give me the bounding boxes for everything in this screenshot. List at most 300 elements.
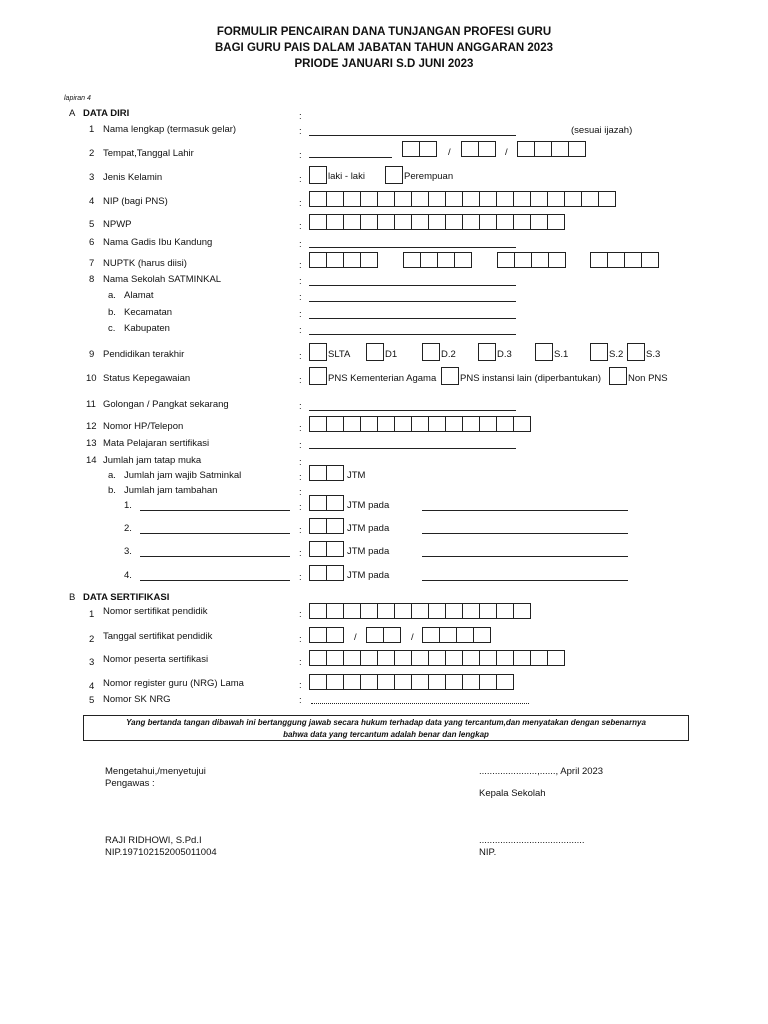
- status-label-pns-kemenag: PNS Kementerian Agama: [328, 373, 437, 384]
- colon: :: [299, 351, 302, 362]
- extra-sekolah-line[interactable]: [422, 556, 628, 557]
- extra-input-line[interactable]: [140, 510, 290, 511]
- char-box[interactable]: [496, 191, 514, 207]
- form-title-line1: FORMULIR PENCAIRAN DANA TUNJANGAN PROFESI GURU: [216, 26, 552, 38]
- char-box[interactable]: [383, 627, 401, 643]
- extra-input-line[interactable]: [140, 580, 290, 581]
- jtm-unit: JTM: [347, 470, 366, 481]
- statement-line2: bahwa data yang tercantum adalah benar dan lengkap: [283, 730, 489, 739]
- field-label-pendidikan: Pendidikan terakhir: [103, 349, 185, 360]
- kepala-sekolah-name: ........................................: [479, 835, 585, 846]
- field-label-peserta-sertifikasi: Nomor peserta sertifikasi: [103, 654, 209, 665]
- char-box[interactable]: [326, 495, 344, 511]
- colon: :: [299, 239, 302, 250]
- edu-label-s2: S.2: [609, 349, 624, 360]
- kecamatan-input-line[interactable]: [309, 318, 516, 319]
- char-box[interactable]: [479, 674, 497, 690]
- edu-checkbox-s1[interactable]: [535, 343, 553, 361]
- sk-nrg-dotted-line[interactable]: [311, 703, 529, 704]
- date-place-line: ......................,......, April 2023: [479, 766, 604, 777]
- colon: :: [299, 680, 302, 691]
- edu-label-d2: D.2: [441, 349, 456, 360]
- colon: :: [299, 609, 302, 620]
- char-box[interactable]: [309, 541, 327, 557]
- char-box[interactable]: [411, 214, 429, 230]
- char-box[interactable]: [514, 252, 532, 268]
- char-box[interactable]: [326, 214, 344, 230]
- char-box[interactable]: [547, 214, 565, 230]
- colon: :: [299, 260, 302, 271]
- char-box[interactable]: [496, 674, 514, 690]
- char-box[interactable]: [326, 465, 344, 481]
- male-checkbox[interactable]: [309, 166, 327, 184]
- status-label-non-pns: Non PNS: [628, 373, 668, 384]
- ijazah-note: (sesuai ijazah): [571, 125, 633, 136]
- char-box[interactable]: [461, 141, 479, 157]
- char-box[interactable]: [326, 541, 344, 557]
- jtm-pada-label: JTM pada: [347, 500, 390, 511]
- section-a-letter: A: [69, 108, 76, 119]
- char-box[interactable]: [309, 565, 327, 581]
- char-box[interactable]: [343, 191, 361, 207]
- char-box[interactable]: [513, 214, 531, 230]
- edu-checkbox-s2[interactable]: [590, 343, 608, 361]
- jam-wajib-boxes[interactable]: [309, 465, 343, 481]
- colon: :: [299, 150, 302, 161]
- char-box[interactable]: [360, 650, 378, 666]
- field-label-jenis-kelamin: Jenis Kelamin: [103, 172, 163, 183]
- section-b-letter: B: [69, 592, 76, 603]
- char-box[interactable]: [360, 416, 378, 432]
- char-box[interactable]: [473, 627, 491, 643]
- char-box[interactable]: [343, 674, 361, 690]
- male-label: laki - laki: [328, 171, 365, 182]
- char-box[interactable]: [343, 214, 361, 230]
- char-box[interactable]: [462, 674, 480, 690]
- char-box[interactable]: [445, 603, 463, 619]
- field-label-jam-wajib: Jumlah jam wajib Satminkal: [124, 470, 242, 481]
- char-box[interactable]: [326, 627, 344, 643]
- char-box[interactable]: [428, 603, 446, 619]
- char-box[interactable]: [456, 627, 474, 643]
- edu-checkbox-d3[interactable]: [478, 343, 496, 361]
- char-box[interactable]: [479, 603, 497, 619]
- char-box[interactable]: [309, 518, 327, 534]
- char-box[interactable]: [513, 416, 531, 432]
- char-box[interactable]: [513, 191, 531, 207]
- birth-month-boxes[interactable]: [461, 141, 495, 157]
- colon: :: [299, 634, 302, 645]
- colon: :: [299, 126, 302, 137]
- statement-line1: Yang bertanda tangan dibawah ini bertanggung jawab secara hukum terhadap data yang tercantum,dan menyatakan dengan sebenarnya: [126, 718, 646, 727]
- char-box[interactable]: [428, 191, 446, 207]
- char-box[interactable]: [360, 252, 378, 268]
- char-box[interactable]: [548, 252, 566, 268]
- char-box[interactable]: [411, 416, 429, 432]
- char-box[interactable]: [496, 214, 514, 230]
- char-box[interactable]: [326, 252, 344, 268]
- kepala-sekolah-label: Kepala Sekolah: [479, 788, 546, 799]
- char-box[interactable]: [530, 214, 548, 230]
- hp-boxes[interactable]: [309, 416, 530, 432]
- nuptk-boxes-3[interactable]: [497, 252, 565, 268]
- extra-input-line[interactable]: [140, 556, 290, 557]
- field-number: 4: [89, 681, 95, 692]
- char-box[interactable]: [326, 603, 344, 619]
- char-box[interactable]: [624, 252, 642, 268]
- edu-label-d3: D.3: [497, 349, 512, 360]
- char-box[interactable]: [377, 416, 395, 432]
- kabupaten-input-line[interactable]: [309, 334, 516, 335]
- edu-checkbox-d1[interactable]: [366, 343, 384, 361]
- nuptk-boxes-2[interactable]: [403, 252, 471, 268]
- nama-input-line[interactable]: [309, 135, 516, 136]
- char-box[interactable]: [419, 141, 437, 157]
- char-box[interactable]: [309, 674, 327, 690]
- char-box[interactable]: [360, 214, 378, 230]
- alamat-input-line[interactable]: [309, 301, 516, 302]
- char-box[interactable]: [411, 603, 429, 619]
- char-box[interactable]: [326, 191, 344, 207]
- sub-letter: b.: [108, 485, 116, 496]
- mengetahui-label: Mengetahui,/menyetujui: [105, 766, 206, 777]
- char-box[interactable]: [394, 214, 412, 230]
- field-label-tgl-sertifikat: Tanggal sertifikat pendidik: [103, 631, 213, 642]
- extra-jtm-boxes[interactable]: [309, 565, 343, 581]
- char-box[interactable]: [422, 627, 440, 643]
- colon: :: [299, 309, 302, 320]
- colon: :: [299, 457, 302, 468]
- char-box[interactable]: [445, 416, 463, 432]
- colon: :: [299, 472, 302, 483]
- char-box[interactable]: [531, 252, 549, 268]
- birth-day-boxes[interactable]: [402, 141, 436, 157]
- char-box[interactable]: [445, 674, 463, 690]
- field-label-kabupaten: Kabupaten: [124, 323, 170, 334]
- form-title-line2: BAGI GURU PAIS DALAM JABATAN TAHUN ANGGARAN 2023: [215, 42, 553, 54]
- extra-number: 2.: [124, 523, 132, 534]
- field-number: 12: [86, 421, 97, 432]
- field-label-golongan: Golongan / Pangkat sekarang: [103, 399, 229, 410]
- field-label-no-sertifikat: Nomor sertifikat pendidik: [103, 606, 208, 617]
- char-box[interactable]: [403, 252, 421, 268]
- char-box[interactable]: [343, 416, 361, 432]
- char-box[interactable]: [326, 518, 344, 534]
- field-number: 10: [86, 373, 97, 384]
- field-label-ibu-kandung: Nama Gadis Ibu Kandung: [103, 237, 213, 248]
- char-box[interactable]: [530, 191, 548, 207]
- field-label-jam-tambahan: Jumlah jam tambahan: [124, 485, 218, 496]
- statement-box: [83, 715, 689, 741]
- field-label-hp: Nomor HP/Telepon: [103, 421, 184, 432]
- char-box[interactable]: [411, 650, 429, 666]
- char-box[interactable]: [598, 191, 616, 207]
- char-box[interactable]: [445, 214, 463, 230]
- field-number: 2: [89, 634, 95, 645]
- date-separator: /: [411, 632, 414, 643]
- char-box[interactable]: [326, 565, 344, 581]
- char-box[interactable]: [547, 191, 565, 207]
- sub-letter: a.: [108, 470, 116, 481]
- extra-jtm-boxes[interactable]: [309, 495, 343, 511]
- jtm-pada-label: JTM pada: [347, 546, 390, 557]
- char-box[interactable]: [517, 141, 535, 157]
- colon: :: [299, 548, 302, 559]
- colon: :: [299, 525, 302, 536]
- nip-boxes[interactable]: [309, 191, 615, 207]
- char-box[interactable]: [479, 416, 497, 432]
- field-label-nip: NIP (bagi PNS): [103, 196, 168, 207]
- field-label-sekolah: Nama Sekolah SATMINKAL: [103, 274, 222, 285]
- char-box[interactable]: [513, 650, 531, 666]
- date-separator: /: [448, 147, 451, 158]
- sub-letter: a.: [108, 290, 116, 301]
- colon: :: [299, 221, 302, 232]
- cert-year-boxes[interactable]: [422, 627, 490, 643]
- status-label-pns-lain: PNS instansi lain (diperbantukan): [460, 373, 601, 384]
- field-number: 5: [89, 219, 95, 230]
- field-label-jam-tatap-muka: Jumlah jam tatap muka: [103, 455, 202, 466]
- char-box[interactable]: [309, 603, 327, 619]
- cert-day-boxes[interactable]: [309, 627, 343, 643]
- char-box[interactable]: [530, 650, 548, 666]
- field-label-kecamatan: Kecamatan: [124, 307, 173, 318]
- kepala-sekolah-nip: NIP.: [479, 847, 497, 858]
- date-separator: /: [505, 147, 508, 158]
- field-number: 8: [89, 274, 95, 285]
- char-box[interactable]: [428, 416, 446, 432]
- peserta-sertifikasi-boxes[interactable]: [309, 650, 564, 666]
- char-box[interactable]: [428, 214, 446, 230]
- char-box[interactable]: [513, 603, 531, 619]
- section-a-title: DATA DIRI: [83, 108, 130, 119]
- extra-sekolah-line[interactable]: [422, 580, 628, 581]
- birth-year-boxes[interactable]: [517, 141, 585, 157]
- char-box[interactable]: [428, 674, 446, 690]
- colon: :: [299, 423, 302, 434]
- char-box[interactable]: [454, 252, 472, 268]
- status-checkbox-pns-lain[interactable]: [441, 367, 459, 385]
- char-box[interactable]: [607, 252, 625, 268]
- field-label-nuptk: NUPTK (harus diisi): [103, 258, 187, 269]
- char-box[interactable]: [309, 416, 327, 432]
- char-box[interactable]: [445, 191, 463, 207]
- char-box[interactable]: [377, 214, 395, 230]
- char-box[interactable]: [309, 650, 327, 666]
- char-box[interactable]: [377, 650, 395, 666]
- char-box[interactable]: [568, 141, 586, 157]
- pengawas-label: Pengawas :: [105, 778, 155, 789]
- field-label-nama: Nama lengkap (termasuk gelar): [103, 124, 237, 135]
- char-box[interactable]: [343, 650, 361, 666]
- field-label-sk-nrg: Nomor SK NRG: [103, 694, 171, 705]
- char-box[interactable]: [326, 650, 344, 666]
- golongan-input-line[interactable]: [309, 410, 516, 411]
- colon: :: [299, 276, 302, 287]
- ibu-kandung-input-line[interactable]: [309, 247, 516, 248]
- char-box[interactable]: [564, 191, 582, 207]
- extra-jtm-boxes[interactable]: [309, 541, 343, 557]
- colon: :: [299, 695, 302, 706]
- char-box[interactable]: [420, 252, 438, 268]
- char-box[interactable]: [479, 191, 497, 207]
- field-number: 3: [89, 172, 95, 183]
- field-number: 1: [89, 124, 95, 135]
- field-number: 14: [86, 455, 97, 466]
- char-box[interactable]: [343, 603, 361, 619]
- char-box[interactable]: [402, 141, 420, 157]
- edu-label-d1: D1: [385, 349, 398, 360]
- pengawas-name: RAJI RIDHOWI, S.Pd.I: [105, 835, 202, 846]
- field-number: 1: [89, 609, 95, 620]
- extra-jtm-boxes[interactable]: [309, 518, 343, 534]
- char-box[interactable]: [309, 191, 327, 207]
- char-box[interactable]: [462, 603, 480, 619]
- field-label-status: Status Kepegawaian: [103, 373, 191, 384]
- field-label-nrg-lama: Nomor register guru (NRG) Lama: [103, 678, 244, 689]
- form-title-line3: PRIODE JANUARI S.D JUNI 2023: [294, 58, 474, 70]
- npwp-boxes[interactable]: [309, 214, 564, 230]
- status-checkbox-non-pns[interactable]: [609, 367, 627, 385]
- colon: :: [299, 325, 302, 336]
- char-box[interactable]: [462, 416, 480, 432]
- colon: :: [299, 111, 302, 122]
- edu-checkbox-d2[interactable]: [422, 343, 440, 361]
- char-box[interactable]: [343, 252, 361, 268]
- extra-sekolah-line[interactable]: [422, 510, 628, 511]
- mapel-input-line[interactable]: [309, 448, 516, 449]
- char-box[interactable]: [360, 674, 378, 690]
- char-box[interactable]: [551, 141, 569, 157]
- status-checkbox-pns-kemenag[interactable]: [309, 367, 327, 385]
- sub-letter: b.: [108, 307, 116, 318]
- cert-month-boxes[interactable]: [366, 627, 400, 643]
- nrg-lama-boxes[interactable]: [309, 674, 513, 690]
- char-box[interactable]: [377, 191, 395, 207]
- section-b-title: DATA SERTIFIKASI: [83, 592, 170, 603]
- colon: :: [299, 657, 302, 668]
- char-box[interactable]: [428, 650, 446, 666]
- char-box[interactable]: [309, 495, 327, 511]
- field-number: 11: [86, 399, 96, 410]
- colon: :: [299, 401, 302, 412]
- char-box[interactable]: [309, 465, 327, 481]
- field-number: 7: [89, 258, 95, 269]
- nuptk-boxes-4[interactable]: [590, 252, 658, 268]
- char-box[interactable]: [309, 627, 327, 643]
- char-box[interactable]: [309, 214, 327, 230]
- colon: :: [299, 487, 302, 498]
- sub-letter: c.: [108, 323, 116, 334]
- char-box[interactable]: [394, 416, 412, 432]
- jtm-pada-label: JTM pada: [347, 523, 390, 534]
- char-box[interactable]: [366, 627, 384, 643]
- extra-sekolah-line[interactable]: [422, 533, 628, 534]
- char-box[interactable]: [496, 650, 514, 666]
- field-number: 4: [89, 196, 95, 207]
- field-label-mapel: Mata Pelajaran sertifikasi: [103, 438, 210, 449]
- extra-input-line[interactable]: [140, 533, 290, 534]
- colon: :: [299, 440, 302, 451]
- field-label-alamat: Alamat: [124, 290, 154, 301]
- char-box[interactable]: [581, 191, 599, 207]
- edu-label-s3: S.3: [646, 349, 661, 360]
- nuptk-boxes-1[interactable]: [309, 252, 377, 268]
- char-box[interactable]: [437, 252, 455, 268]
- field-label-npwp: NPWP: [103, 219, 132, 230]
- colon: :: [299, 174, 302, 185]
- char-box[interactable]: [496, 603, 514, 619]
- no-sertifikat-boxes[interactable]: [309, 603, 530, 619]
- edu-label-slta: SLTA: [328, 349, 351, 360]
- sekolah-input-line[interactable]: [309, 285, 516, 286]
- char-box[interactable]: [326, 674, 344, 690]
- char-box[interactable]: [534, 141, 552, 157]
- char-box[interactable]: [394, 650, 412, 666]
- extra-number: 1.: [124, 500, 132, 511]
- colon: :: [299, 572, 302, 583]
- char-box[interactable]: [590, 252, 608, 268]
- field-number: 9: [89, 349, 95, 360]
- char-box[interactable]: [641, 252, 659, 268]
- colon: :: [299, 375, 302, 386]
- tempat-lahir-input-line[interactable]: [309, 157, 392, 158]
- colon: :: [299, 502, 302, 513]
- char-box[interactable]: [377, 603, 395, 619]
- char-box[interactable]: [479, 214, 497, 230]
- char-box[interactable]: [439, 627, 457, 643]
- char-box[interactable]: [411, 674, 429, 690]
- attachment-label: lapiran 4: [64, 95, 91, 102]
- char-box[interactable]: [478, 141, 496, 157]
- colon: :: [299, 292, 302, 303]
- field-number: 13: [86, 438, 97, 449]
- char-box[interactable]: [411, 191, 429, 207]
- date-separator: /: [354, 632, 357, 643]
- char-box[interactable]: [394, 191, 412, 207]
- female-checkbox[interactable]: [385, 166, 403, 184]
- pengawas-nip: NIP.197102152005011004: [105, 847, 217, 858]
- char-box[interactable]: [479, 650, 497, 666]
- char-box[interactable]: [547, 650, 565, 666]
- edu-checkbox-s3[interactable]: [627, 343, 645, 361]
- char-box[interactable]: [496, 416, 514, 432]
- char-box[interactable]: [462, 650, 480, 666]
- char-box[interactable]: [462, 191, 480, 207]
- extra-number: 3.: [124, 546, 132, 557]
- field-number: 3: [89, 657, 95, 668]
- char-box[interactable]: [462, 214, 480, 230]
- field-number: 2: [89, 148, 95, 159]
- char-box[interactable]: [309, 252, 327, 268]
- field-number: 5: [89, 695, 95, 706]
- female-label: Perempuan: [404, 171, 454, 182]
- char-box[interactable]: [497, 252, 515, 268]
- char-box[interactable]: [394, 674, 412, 690]
- char-box[interactable]: [445, 650, 463, 666]
- char-box[interactable]: [326, 416, 344, 432]
- edu-label-s1: S.1: [554, 349, 569, 360]
- field-label-ttl: Tempat,Tanggal Lahir: [103, 148, 194, 159]
- jtm-pada-label: JTM pada: [347, 570, 390, 581]
- char-box[interactable]: [360, 191, 378, 207]
- char-box[interactable]: [394, 603, 412, 619]
- char-box[interactable]: [360, 603, 378, 619]
- char-box[interactable]: [377, 674, 395, 690]
- field-number: 6: [89, 237, 95, 248]
- edu-checkbox-slta[interactable]: [309, 343, 327, 361]
- extra-number: 4.: [124, 570, 132, 581]
